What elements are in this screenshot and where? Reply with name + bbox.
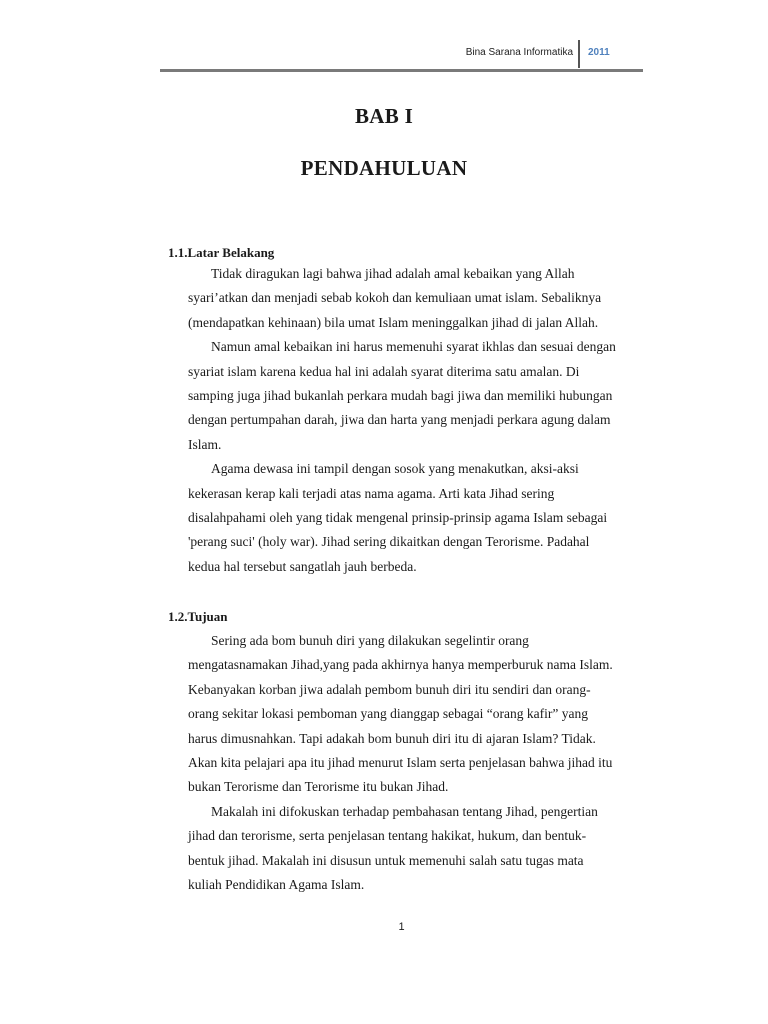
text-line: bukan Terorisme dan Terorisme itu bukan Jihad. [188,779,449,795]
chapter-number: BAB I [354,104,414,128]
header-divider [578,40,580,68]
text-line: mengatasnamakan Jihad,yang pada akhirnya hanya memperburuk nama Islam. [188,657,613,673]
paragraph [188,800,648,898]
text-line: dengan pertumpahan darah, jiwa dan harta yang menjadi perkara agung dalam [188,412,611,428]
section-body-latar-belakang [188,262,648,579]
paragraph [188,629,648,800]
page-number: 1 [398,921,405,933]
text-line: syari’atkan dan menjadi sebab kokoh dan kemuliaan umat islam. Sebaliknya [188,290,602,306]
chapter-title: PENDAHULUAN [300,156,468,180]
text-line: Agama dewasa ini tampil dengan sosok yang menakutkan, aksi-aksi [211,461,579,477]
text-line: Tidak diragukan lagi bahwa jihad adalah amal kebaikan yang Allah [211,266,575,281]
section-heading-latar-belakang: 1.1.Latar Belakang [168,245,275,260]
text-line: kedua hal tersebut sangatlah jauh berbeda. [188,558,417,574]
text-line: orang sekitar lokasi pemboman yang dianggap sebagai “orang kafir” yang [188,706,588,722]
text-line: kekerasan kerap kali terjadi atas nama agama. Arti kata Jihad sering [188,485,555,501]
text-line: syariat islam karena kedua hal ini adalah syarat diterima satu amalan. Di [188,363,580,379]
text-line: Makalah ini difokuskan terhadap pembahasan tentang Jihad, pengertian [211,803,598,819]
text-line: Kebanyakan korban jiwa adalah pembom bunuh diri itu sendiri dan orang- [188,681,591,697]
text-line: (mendapatkan kehinaan) bila umat Islam meninggalkan jihad di jalan Allah. [188,314,599,330]
paragraph [188,335,648,457]
text-line: bentuk jihad. Makalah ini disusun untuk memenuhi salah satu tugas mata [188,852,584,868]
section-body-tujuan [188,629,648,897]
text-line: jihad dan terorisme, serta penjelasan tentang hakikat, hukum, dan bentuk- [188,828,587,844]
header-rule [160,69,643,72]
text-line: disalahpahami oleh yang tidak mengenal prinsip-prinsip agama Islam sebagai [188,510,608,526]
section-heading-tujuan: 1.2.Tujuan [168,609,228,624]
header-org-name: Bina Sarana Informatika [465,47,573,58]
paragraph [188,457,648,579]
text-line: harus dimusnahkan. Tapi adakah bom bunuh diri itu di ajaran Islam? Tidak. [188,730,596,746]
paragraph [188,262,648,335]
text-line: kuliah Pendidikan Agama Islam. [188,877,365,893]
text-line: Sering ada bom bunuh diri yang dilakukan segelintir orang [211,633,529,648]
text-line: Akan kita pelajari apa itu jihad menurut Islam serta penjelasan bahwa jihad itu [188,755,613,771]
text-line: samping juga jihad bukanlah perkara mudah bagi jiwa dan memiliki hubungan [188,388,613,404]
text-line: Namun amal kebaikan ini harus memenuhi syarat ikhlas dan sesuai dengan [211,339,616,355]
text-line: Islam. [188,436,222,452]
text-line: 'perang suci' (holy war). Jihad sering dikaitkan dengan Terorisme. Padahal [188,534,590,550]
header-year: 2011 [588,47,610,58]
